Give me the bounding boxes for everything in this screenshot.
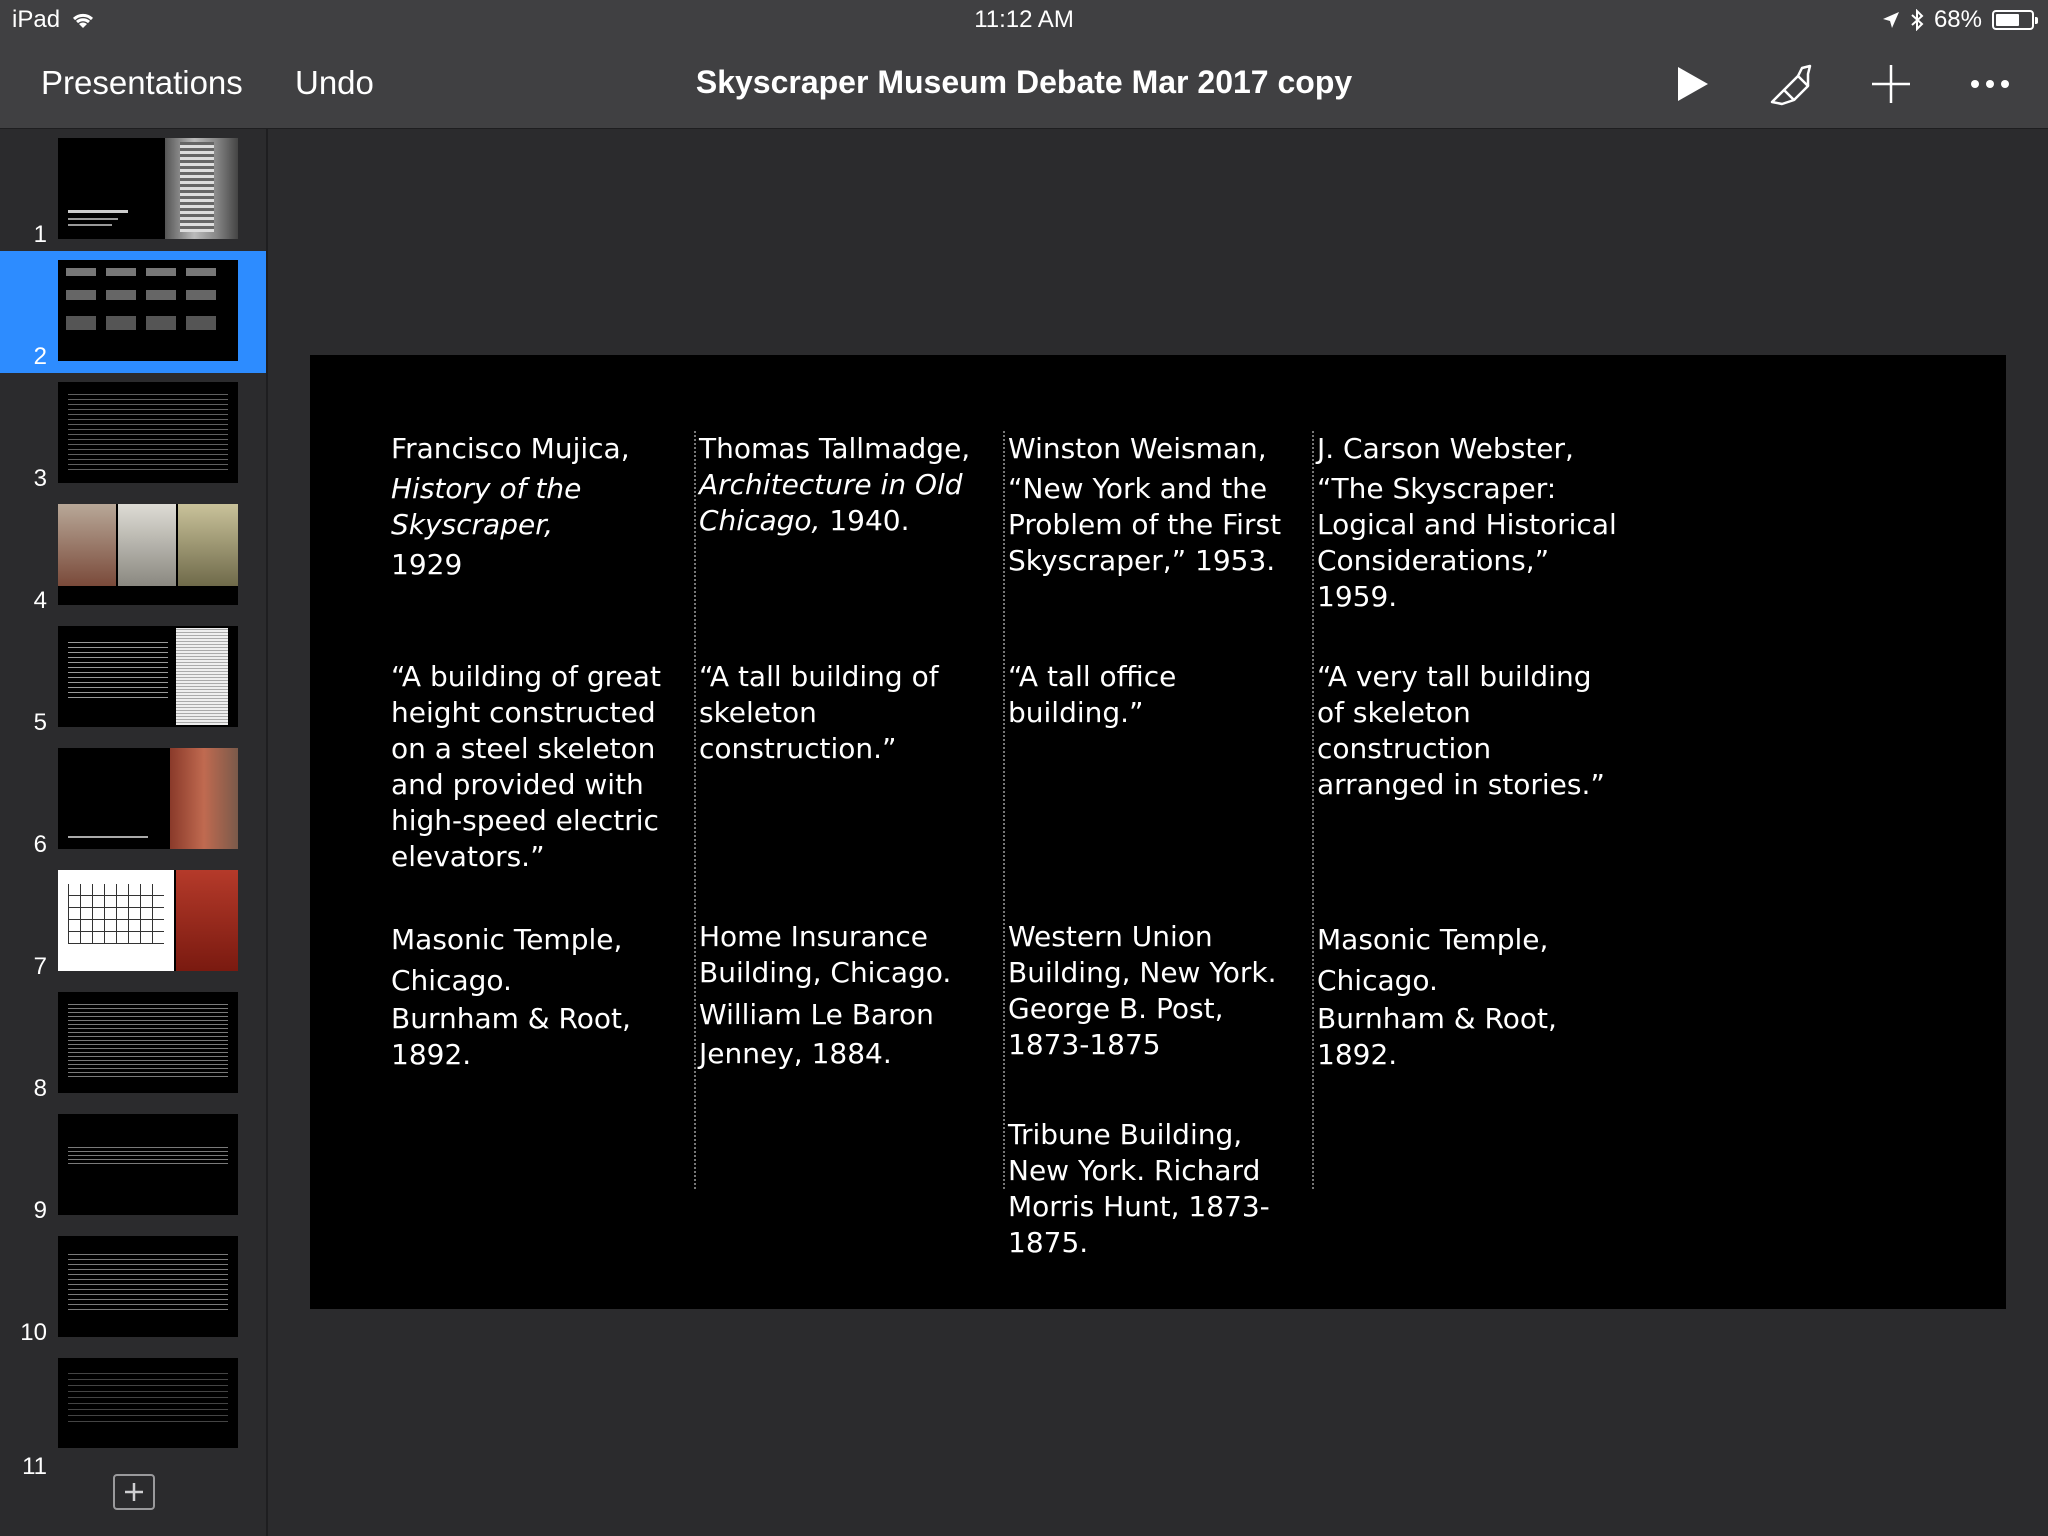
author: Francisco Mujica,: [391, 432, 630, 465]
slide-preview: [58, 138, 238, 239]
slide-thumbnail-11[interactable]: [0, 1349, 266, 1480]
undo-button[interactable]: Undo: [295, 64, 374, 101]
slide-preview: [58, 260, 238, 361]
slide-thumbnail-8[interactable]: [0, 983, 266, 1105]
building-example: [391, 919, 691, 1073]
slide-preview: [58, 870, 238, 971]
add-slide-button[interactable]: [113, 1474, 155, 1510]
slide-number: 1: [33, 221, 47, 248]
slide-thumbnail-6[interactable]: [0, 739, 266, 861]
slide-preview: [58, 1114, 238, 1215]
building: Home Insurance Building, Chicago.: [699, 920, 952, 989]
work-title: “New York and the Problem of the First Skyscraper,” 1953.: [1008, 472, 1282, 577]
slide-number: 10: [20, 1319, 47, 1346]
slide-thumbnail-2[interactable]: [0, 251, 266, 373]
slide-preview: [58, 992, 238, 1093]
format-button[interactable]: [1761, 54, 1821, 114]
slide-number: 8: [33, 1075, 47, 1102]
slide-thumbnail-3[interactable]: [0, 373, 266, 495]
citation: [699, 431, 999, 539]
presentations-button[interactable]: Presentations: [41, 64, 243, 101]
slide-preview: [58, 382, 238, 483]
location-arrow-icon: [1882, 11, 1900, 29]
slide-thumbnail-5[interactable]: [0, 617, 266, 739]
slide-preview: [58, 1358, 238, 1448]
document-title: Skyscraper Museum Debate Mar 2017 copy: [695, 64, 1353, 100]
citation: [391, 431, 691, 583]
citation: [1008, 431, 1308, 579]
status-bar: [0, 0, 2048, 40]
more-button[interactable]: [1960, 54, 2020, 114]
battery-level: [1996, 14, 2019, 26]
battery-percent: 68%: [1933, 6, 1982, 33]
slide-column-2: [699, 431, 999, 1189]
bluetooth-icon: [1910, 9, 1924, 31]
slide-preview: [58, 748, 238, 849]
column-divider: [694, 431, 696, 1189]
column-divider: [1312, 431, 1314, 1189]
status-time: 11:12 AM: [974, 6, 1074, 33]
slide-thumbnail-4[interactable]: [0, 495, 266, 617]
plus-icon: [1870, 63, 1912, 105]
slide-number: 9: [33, 1197, 47, 1224]
architect: Burnham & Root, 1892.: [1317, 1002, 1557, 1071]
insert-button[interactable]: [1861, 54, 1921, 114]
slide-number: 6: [33, 831, 47, 858]
slide-number: 5: [33, 709, 47, 736]
plus-icon: [122, 1480, 146, 1504]
toolbar: [0, 40, 2048, 129]
paintbrush-icon: [1768, 62, 1814, 106]
slide-canvas[interactable]: [310, 355, 2006, 1309]
building-example: [1317, 919, 1617, 1073]
battery-icon: [1992, 10, 2034, 30]
architect: William Le Baron Jenney, 1884.: [699, 998, 934, 1070]
work-title: “The Skyscraper: Logical and Historical Considerations,” 1959.: [1317, 472, 1617, 613]
citation: [1317, 431, 1617, 615]
work-title-text: Architecture in Old Chicago,: [699, 468, 963, 537]
column-divider: [1003, 431, 1005, 1189]
author: Winston Weisman,: [1008, 432, 1267, 465]
author: J. Carson Webster,: [1317, 432, 1574, 465]
slide-thumbnail-1[interactable]: [0, 129, 266, 251]
definition-quote: “A tall office building.”: [1008, 660, 1177, 729]
building-example: [699, 919, 999, 1073]
definition-quote: “A building of great height constructed on a steel skeleton and provided with high-speed electric elevators.”: [391, 660, 661, 873]
status-right: [1882, 6, 2034, 34]
building-example-2: Tribune Building, New York. Richard Morris Hunt, 1873-1875.: [1008, 1118, 1270, 1259]
slide-number: 2: [33, 343, 47, 370]
building-example: Western Union Building, New York. George B. Post, 1873-1875: [1008, 920, 1277, 1061]
building: Masonic Temple, Chicago.: [391, 923, 623, 997]
slide-number: 3: [33, 465, 47, 492]
definition-quote: “A tall building of skeleton construction.”: [699, 660, 939, 765]
slide-column-3: [1008, 431, 1308, 1259]
slide-preview: [58, 1236, 238, 1337]
slide-column-4: [1317, 431, 1617, 1189]
work-title: [699, 467, 999, 539]
play-icon: [1676, 65, 1710, 103]
more-icon: [1970, 79, 2010, 89]
slide-number: 7: [33, 953, 47, 980]
slide-navigator: [0, 129, 268, 1536]
work-title: History of the Skyscraper,: [391, 472, 582, 541]
play-button[interactable]: [1663, 54, 1723, 114]
slide-preview: [58, 504, 238, 605]
slide-thumbnail-7[interactable]: [0, 861, 266, 983]
slide-number: 11: [22, 1453, 47, 1480]
slide-number: 4: [33, 587, 47, 614]
author: Thomas Tallmadge,: [699, 432, 971, 465]
architect: Burnham & Root, 1892.: [391, 1002, 631, 1071]
slide-thumbnail-10[interactable]: [0, 1227, 266, 1349]
device-label: iPad: [12, 6, 61, 33]
year: 1929: [391, 548, 463, 581]
building: Masonic Temple, Chicago.: [1317, 923, 1549, 997]
slide-column-1: [391, 431, 691, 1189]
slide-preview: [58, 626, 238, 727]
year: 1940.: [829, 504, 910, 537]
slide-thumbnail-9[interactable]: [0, 1105, 266, 1227]
definition-quote: “A very tall building of skeleton construction arranged in stories.”: [1317, 660, 1605, 801]
